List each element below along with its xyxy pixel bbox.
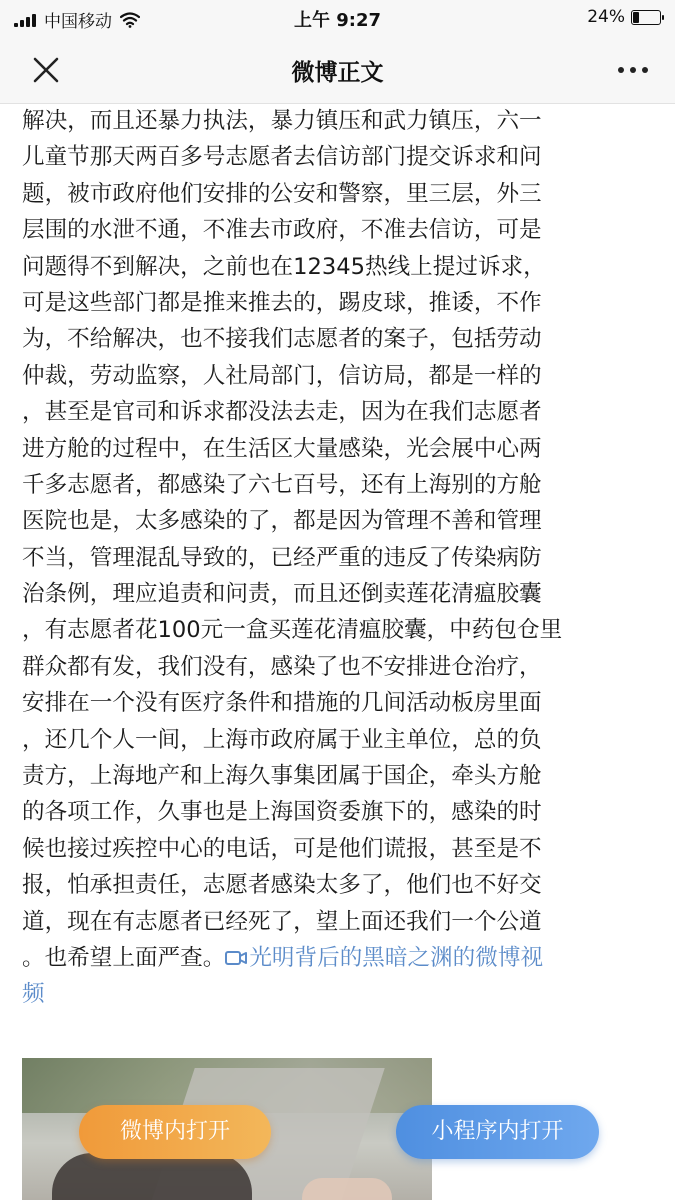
- status-right: [587, 7, 661, 27]
- post-line: ，甚至是官司和诉求都没法去走，因为在我们志愿者: [22, 399, 542, 426]
- open-in-mini-program-button[interactable]: 小程序内打开: [396, 1105, 599, 1159]
- post-line: 为，不给解决，也不接我们志愿者的案子，包括劳动: [22, 326, 542, 353]
- post-line: 群众都有发，我们没有，感染了也不安排进仓治疗，: [22, 653, 542, 680]
- nav-bar: [0, 36, 675, 104]
- post-line: 治条例，理应追责和问责，而且还倒卖莲花清瘟胶囊: [22, 581, 542, 608]
- post-text: [22, 103, 654, 940]
- post-line: 医院也是，太多感染的了，都是因为管理不善和管理: [22, 508, 542, 535]
- post-last-line: [22, 940, 654, 976]
- post-line: 安排在一个没有医疗条件和措施的几间活动板房里面: [22, 690, 542, 717]
- post-line: 责方，上海地产和上海久事集团属于国企，牵头方舱: [22, 763, 542, 790]
- status-time: 上午 9:27: [293, 10, 382, 31]
- video-icon: [225, 949, 247, 967]
- post-line: 可是这些部门都是推来推去的，踢皮球，推诿，不作: [22, 289, 542, 316]
- battery-icon: [631, 10, 661, 25]
- post-line: 千多志愿者，都感染了六七百号，还有上海别的方舱: [22, 471, 542, 498]
- post-line: 进方舱的过程中，在生活区大量感染，光会展中心两: [22, 435, 542, 462]
- more-icon: [607, 52, 659, 88]
- close-icon: [22, 52, 70, 88]
- post-line: 道，现在有志愿者已经死了，望上面还我们一个公道: [22, 908, 542, 935]
- post-line: 不当，管理混乱导致的，已经严重的违反了传染病防: [22, 544, 542, 571]
- page-title: 微博正文: [291, 60, 384, 86]
- close-button[interactable]: [22, 52, 70, 88]
- post-last-text: 。也希望上面严查。: [22, 944, 226, 971]
- battery-percent: 24%: [587, 7, 625, 27]
- battery-fill: [633, 12, 639, 23]
- status-bar: [0, 0, 675, 36]
- video-link[interactable]: [225, 945, 543, 971]
- post-line: 解决，而且还暴力执法，暴力镇压和武力镇压，六一: [22, 108, 542, 134]
- thumbnail-person: [52, 1153, 252, 1200]
- post-line: 的各项工作，久事也是上海国资委旗下的，感染的时: [22, 799, 542, 826]
- post-line: 仲裁，劳动监察，人社局部门，信访局，都是一样的: [22, 362, 542, 389]
- post-line: 候也接过疾控中心的电话，可是他们谎报，甚至是不: [22, 835, 542, 862]
- post-body: [22, 103, 654, 1013]
- video-link-text-continued[interactable]: 频: [22, 981, 45, 1008]
- video-link-continued[interactable]: [22, 976, 654, 1012]
- more-button[interactable]: [607, 52, 659, 88]
- open-in-weibo-button[interactable]: 微博内打开: [79, 1105, 271, 1159]
- video-link-text[interactable]: 光明背后的黑暗之渊的微博视: [249, 944, 544, 971]
- post-line: ，有志愿者花100元一盒买莲花清瘟胶囊，中药包仓里: [22, 617, 563, 644]
- post-line: 问题得不到解决，之前也在12345热线上提过诉求，: [22, 253, 546, 280]
- post-line: 层围的水泄不通，不准去市政府，不准去信访，可是: [22, 217, 542, 244]
- thumbnail-hand: [302, 1178, 392, 1200]
- carrier-name: 中国移动: [44, 12, 112, 32]
- post-line: 报，怕承担责任，志愿者感染太多了，他们也不好交: [22, 872, 542, 899]
- post-line: ，还几个人一间，上海市政府属于业主单位，总的负: [22, 726, 542, 753]
- post-line: 题，被市政府他们安排的公安和警察，里三层，外三: [22, 180, 542, 207]
- post-line: 儿童节那天两百多号志愿者去信访部门提交诉求和问: [22, 144, 542, 171]
